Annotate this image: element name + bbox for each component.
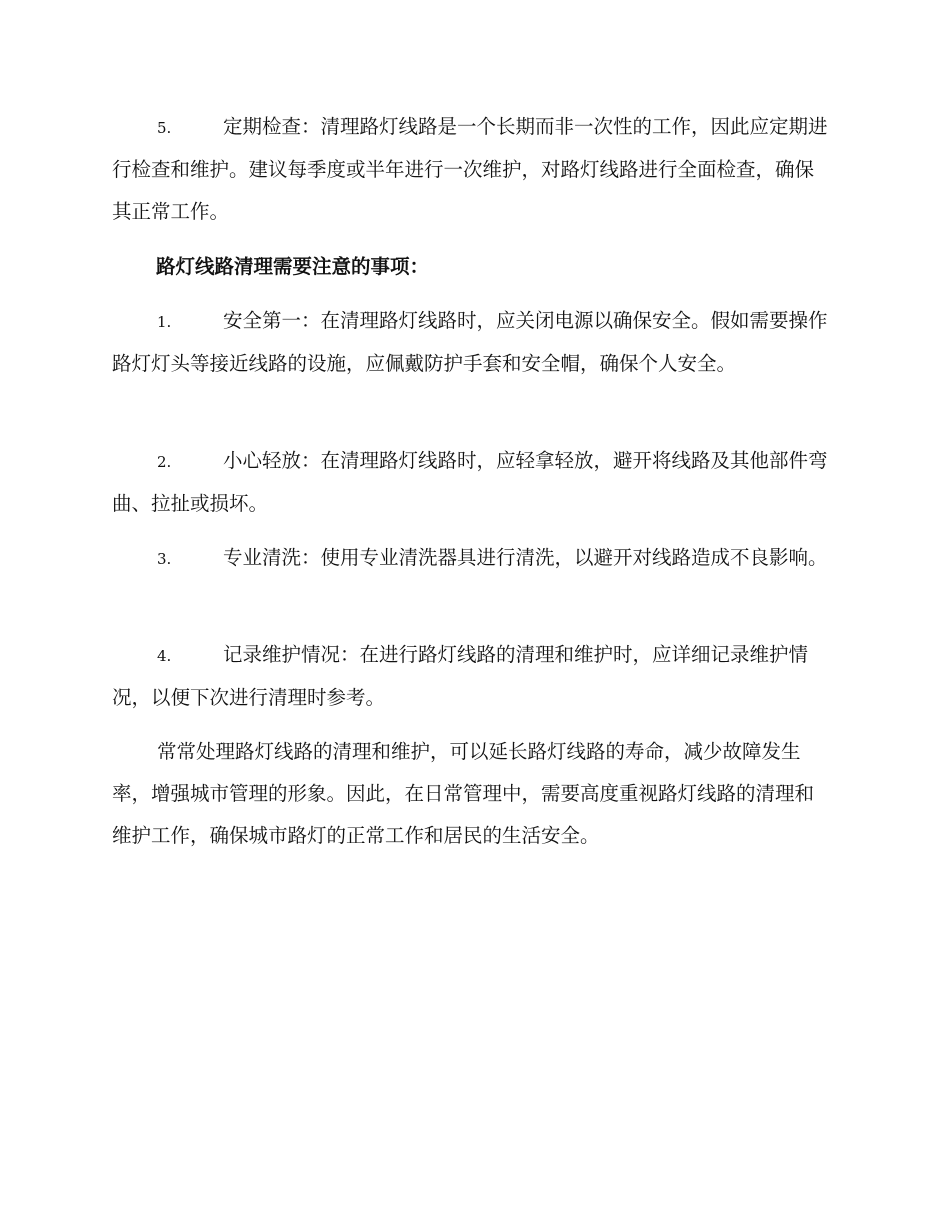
list-item-5 bbox=[112, 106, 832, 233]
list-number: 1. bbox=[157, 313, 172, 331]
list-number: 4. bbox=[157, 647, 172, 665]
list-item-text: 小心轻放：在清理路灯线路时，应轻拿轻放，避开将线路及其他部件弯曲、拉扯或损坏。 bbox=[112, 449, 828, 515]
list-item-text: 安全第一：在清理路灯线路时，应关闭电源以确保安全。假如需要操作路灯灯头等接近线路的设施，应佩戴防护手套和安全帽，确保个人安全。 bbox=[112, 309, 828, 375]
list-item-1 bbox=[112, 300, 832, 385]
conclusion-paragraph: 常常处理路灯线路的清理和维护，可以延长路灯线路的寿命，减少故障发生率，增强城市管理的形象。因此，在日常管理中，需要高度重视路灯线路的清理和维护工作，确保城市路灯的正常工作和居民的生活安全。 bbox=[112, 740, 815, 847]
list-item-text: 记录维护情况：在进行路灯线路的清理和维护时，应详细记录维护情况，以便下次进行清理时参考。 bbox=[112, 643, 809, 709]
list-item-text: 专业清洗：使用专业清洗器具进行清洗，以避开对线路造成不良影响。 bbox=[223, 546, 828, 569]
list-number: 2. bbox=[157, 453, 172, 471]
list-item-4 bbox=[112, 634, 832, 719]
section-heading: 路灯线路清理需要注意的事项： bbox=[156, 255, 430, 278]
list-item-2 bbox=[112, 440, 832, 525]
list-item-3 bbox=[112, 537, 832, 580]
list-number: 5. bbox=[157, 119, 172, 137]
list-number: 3. bbox=[157, 550, 172, 568]
list-item-text: 定期检查：清理路灯线路是一个长期而非一次性的工作，因此应定期进行检查和维护。建议每季度或半年进行一次维护，对路灯线路进行全面检查，确保其正常工作。 bbox=[112, 115, 828, 223]
